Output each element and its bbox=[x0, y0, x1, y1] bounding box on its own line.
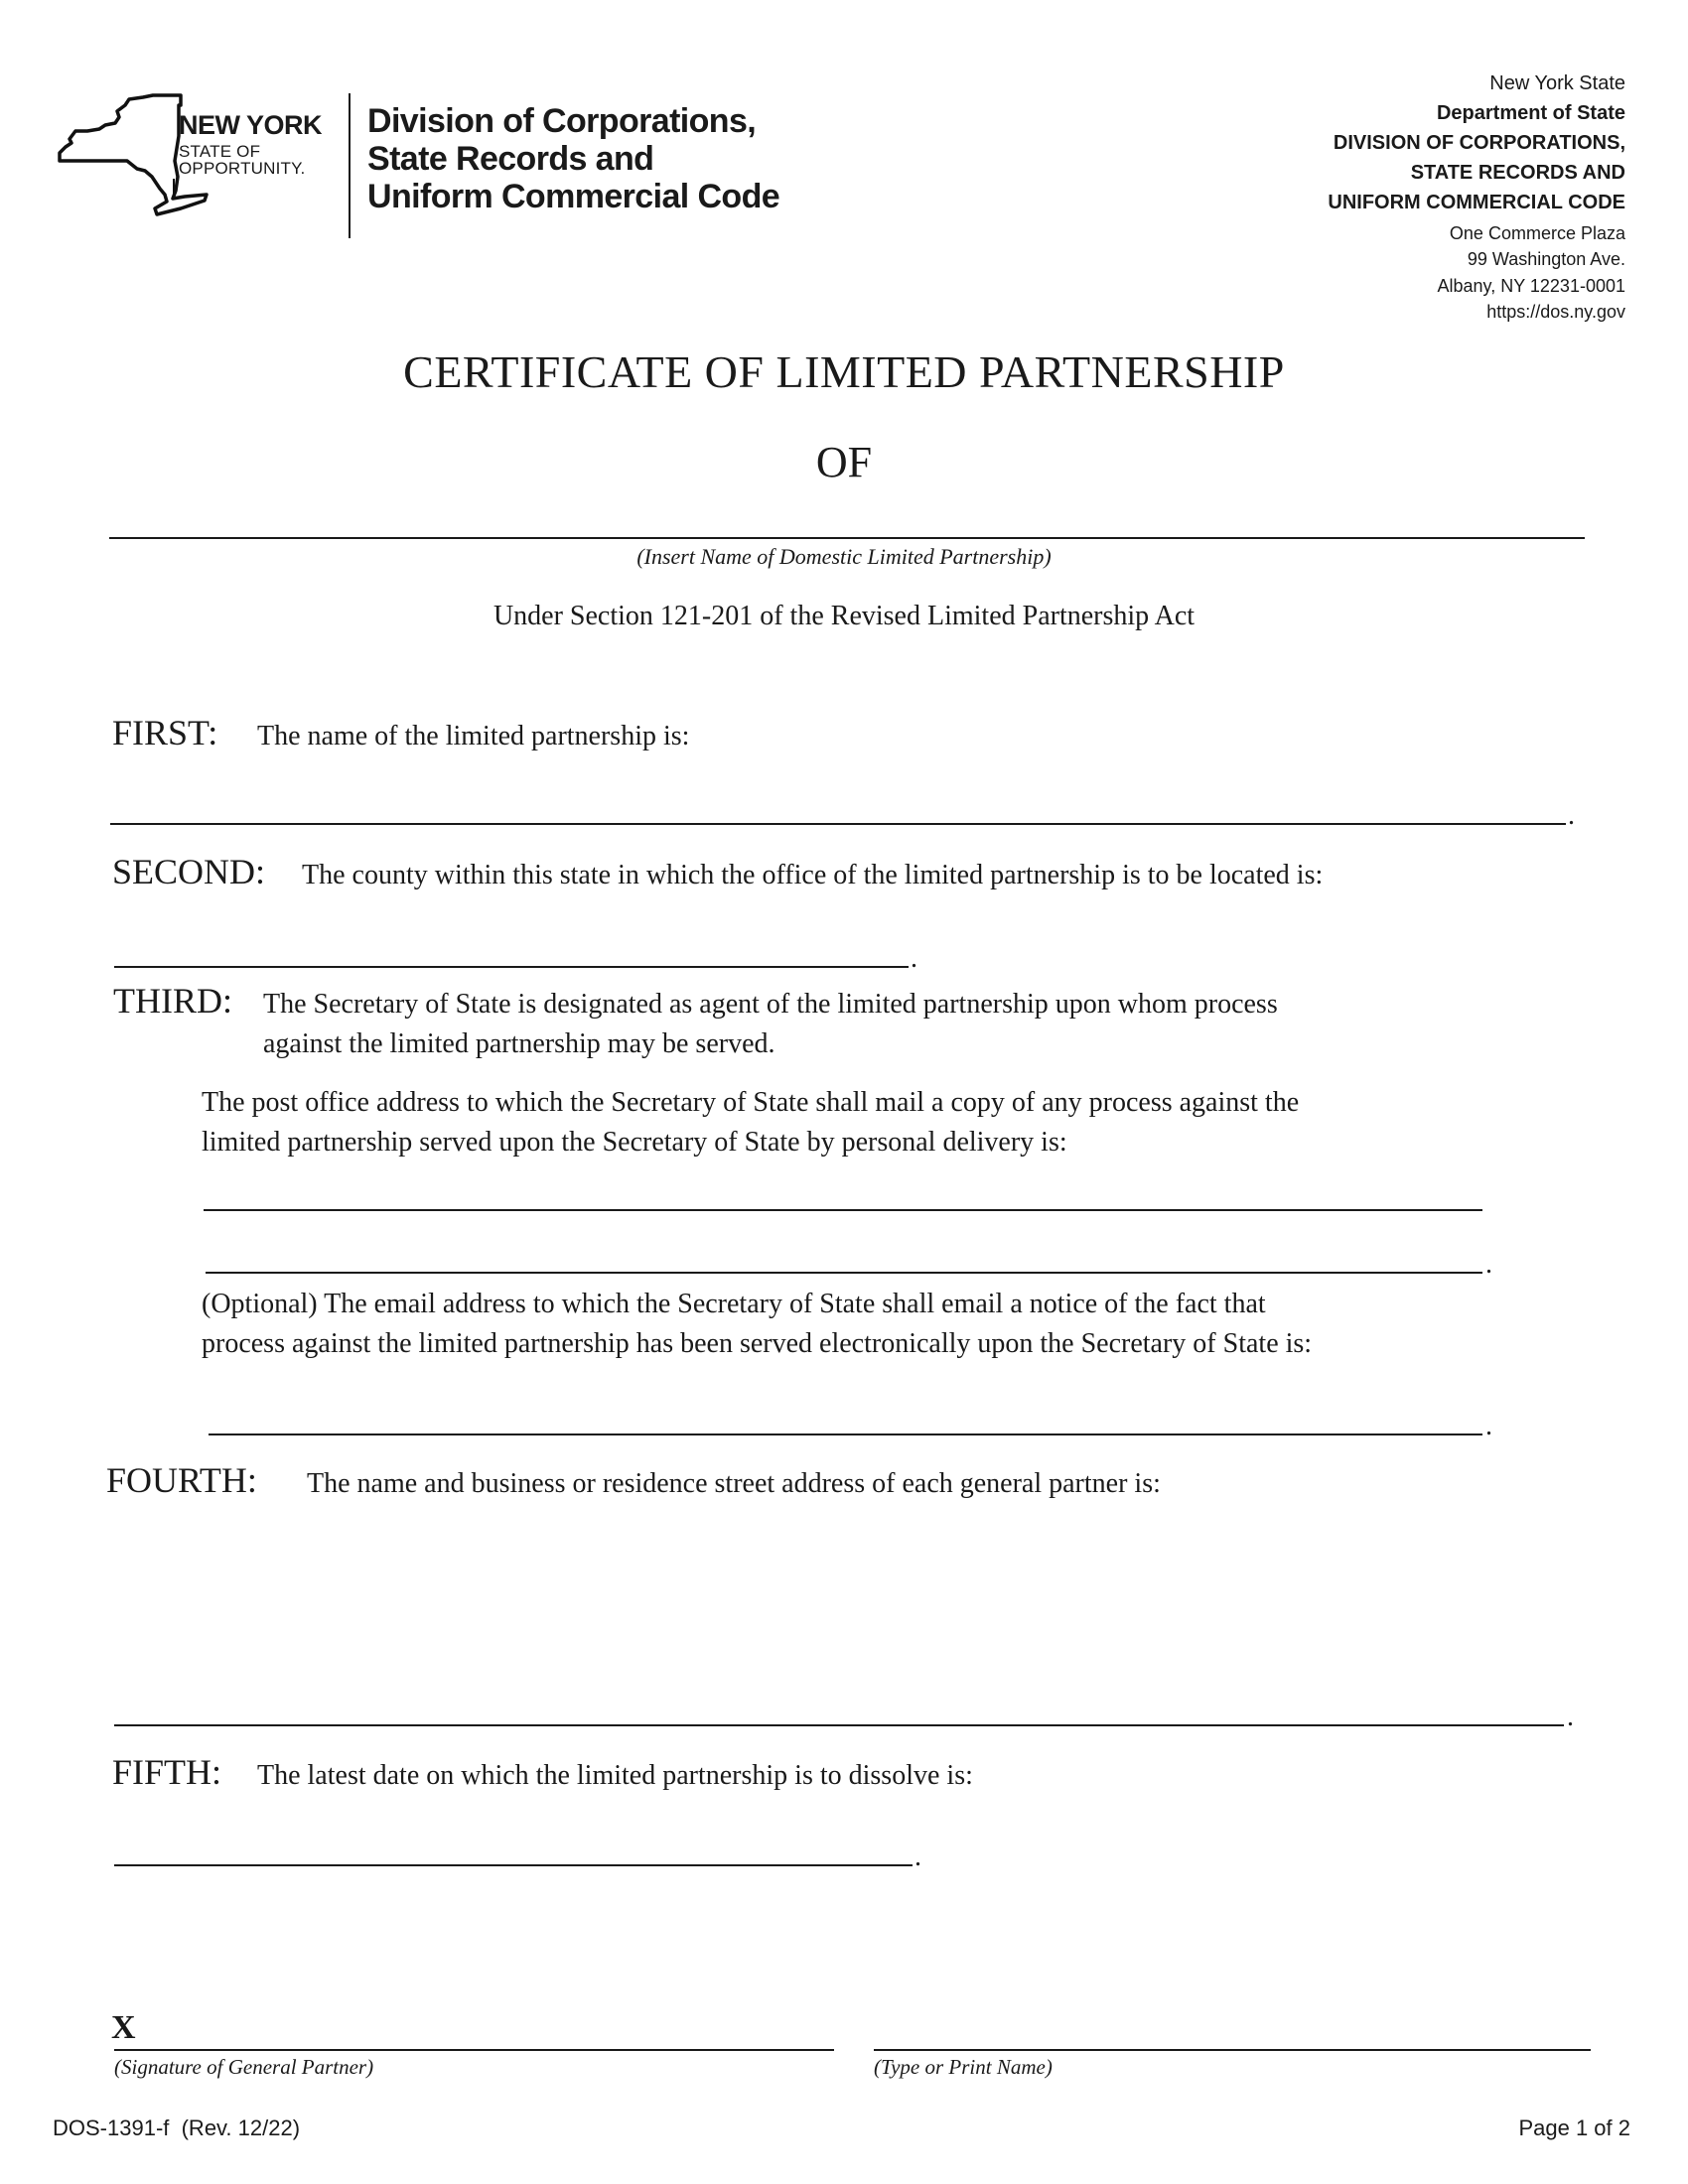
partnership-name-note: (Insert Name of Domestic Limited Partnership) bbox=[636, 544, 1052, 569]
logo-state-name: NEW YORK bbox=[179, 110, 323, 140]
print-name-label: (Type or Print Name) bbox=[874, 2055, 1053, 2079]
address-division-line3: UNIFORM COMMERCIAL CODE bbox=[1328, 192, 1625, 213]
article-third-text-line2: against the limited partnership may be served. bbox=[263, 1028, 775, 1059]
address-street-line1: One Commerce Plaza bbox=[1449, 223, 1625, 243]
article-fourth-text: The name and business or residence street address of each general partner is: bbox=[307, 1468, 1161, 1499]
address-state: New York State bbox=[1489, 72, 1625, 94]
article-third-text-line1: The Secretary of State is designated as agent of the limited partnership upon whom process bbox=[263, 989, 1278, 1020]
article-fourth-label: FOURTH: bbox=[106, 1460, 257, 1500]
email-instruction-line1: (Optional) The email address to which the Secretary of State shall email a notice of the fact that bbox=[202, 1289, 1266, 1319]
article-first-label: FIRST: bbox=[112, 713, 218, 752]
period: . bbox=[1567, 1702, 1574, 1732]
period: . bbox=[914, 1842, 921, 1872]
post-office-instruction-line1: The post office address to which the Secretary of State shall mail a copy of any process against the bbox=[202, 1087, 1300, 1118]
county-input[interactable] bbox=[114, 966, 909, 968]
logo-tagline-line2: OPPORTUNITY. bbox=[179, 159, 306, 178]
article-second-label: SECOND: bbox=[112, 852, 266, 891]
article-second-text: The county within this state in which the office of the limited partnership is to be located is: bbox=[302, 860, 1324, 890]
page-number: Page 1 of 2 bbox=[1518, 2116, 1630, 2140]
period: . bbox=[1485, 1411, 1492, 1441]
partnership-name-field[interactable] bbox=[109, 537, 1585, 539]
period: . bbox=[911, 943, 917, 974]
logo-divider bbox=[349, 93, 351, 238]
general-partners-input[interactable] bbox=[114, 1724, 1564, 1726]
post-office-address-input-line2[interactable] bbox=[206, 1272, 1482, 1274]
division-name-line2: State Records and bbox=[367, 140, 654, 178]
logo-tagline-line1: STATE OF bbox=[179, 142, 261, 161]
period: . bbox=[1485, 1249, 1492, 1280]
signature-input[interactable] bbox=[114, 2049, 834, 2051]
division-name-line1: Division of Corporations, bbox=[367, 102, 757, 140]
signature-x-mark: X bbox=[111, 2009, 136, 2046]
article-third-label: THIRD: bbox=[113, 981, 232, 1021]
print-name-input[interactable] bbox=[874, 2049, 1591, 2051]
article-first-text: The name of the limited partnership is: bbox=[257, 721, 690, 751]
email-address-input[interactable] bbox=[209, 1433, 1482, 1435]
article-fifth-label: FIFTH: bbox=[112, 1752, 222, 1792]
document-title: CERTIFICATE OF LIMITED PARTNERSHIP bbox=[403, 346, 1285, 397]
statute-reference: Under Section 121-201 of the Revised Limited Partnership Act bbox=[492, 601, 1196, 631]
address-street-line2: 99 Washington Ave. bbox=[1467, 249, 1625, 269]
address-website-link[interactable]: https://dos.ny.gov bbox=[1486, 302, 1625, 322]
dissolution-date-input[interactable] bbox=[114, 1864, 913, 1866]
signature-label: (Signature of General Partner) bbox=[114, 2055, 374, 2079]
article-fifth-text: The latest date on which the limited partnership is to dissolve is: bbox=[257, 1760, 973, 1791]
document-title-of: OF bbox=[815, 438, 873, 486]
post-office-address-input-line1[interactable] bbox=[204, 1209, 1482, 1211]
form-id: DOS-1391-f (Rev. 12/22) bbox=[53, 2116, 301, 2140]
partnership-name-input[interactable] bbox=[110, 823, 1566, 825]
address-division-line2: STATE RECORDS AND bbox=[1410, 162, 1625, 184]
email-instruction-line2: process against the limited partnership has been served electronically upon the Secretary of State is: bbox=[202, 1328, 1313, 1359]
post-office-instruction-line2: limited partnership served upon the Secretary of State by personal delivery is: bbox=[202, 1127, 1067, 1158]
address-city: Albany, NY 12231-0001 bbox=[1437, 276, 1625, 296]
division-name-line3: Uniform Commercial Code bbox=[367, 178, 780, 215]
address-department: Department of State bbox=[1436, 102, 1625, 124]
period: . bbox=[1568, 800, 1575, 831]
address-division-line1: DIVISION OF CORPORATIONS, bbox=[1333, 132, 1625, 154]
